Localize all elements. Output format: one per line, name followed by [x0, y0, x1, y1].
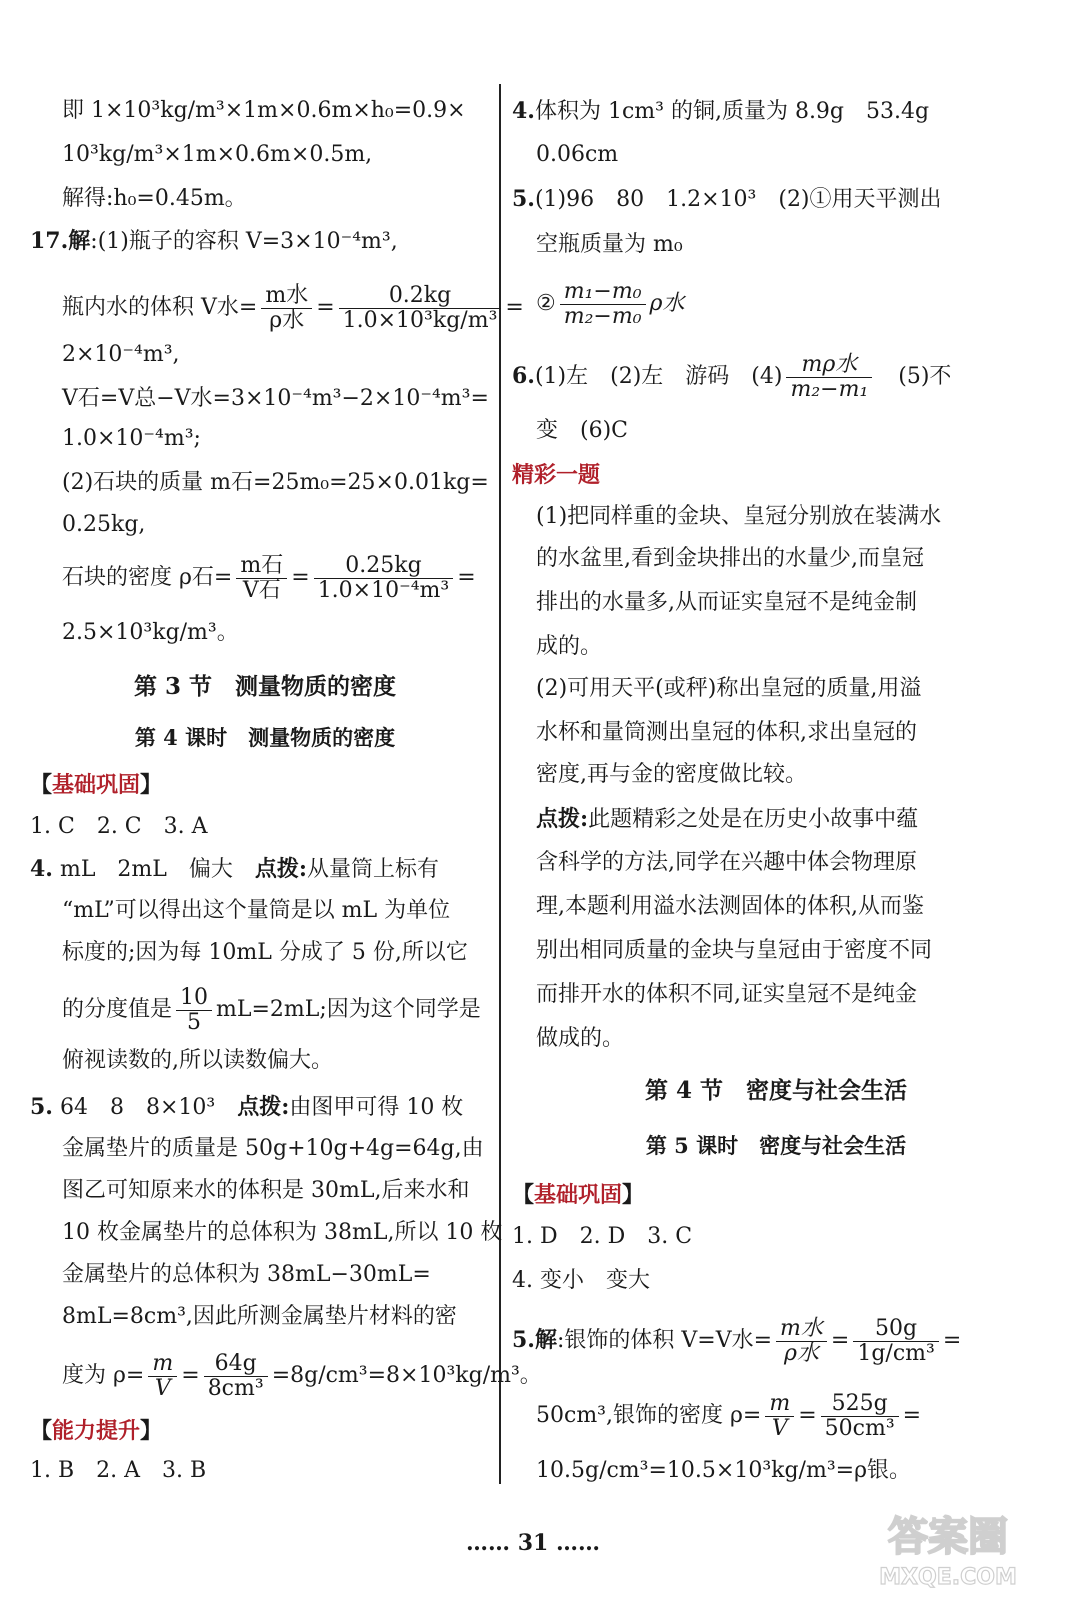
text: =	[798, 1403, 817, 1428]
equation-line	[62, 1350, 542, 1402]
denominator: m₂−m₀	[563, 303, 642, 329]
denominator: V	[771, 1415, 788, 1441]
text: 由图甲可得 10 枚	[289, 1095, 464, 1120]
equation-line: 瓶内水的体积 V水= $\frac{\text{m水}}{\text{ρ水}}$ = $\frac{0.2kg}{\text{1.0×10³kg/m³}}$ =	[62, 282, 524, 333]
text: :银饰的体积 V=V水=	[556, 1328, 773, 1353]
numerator: m水	[776, 1317, 827, 1342]
numerator: 50g	[853, 1317, 939, 1342]
text-line: 1.0×10⁻⁴m³;	[62, 426, 201, 451]
fraction	[204, 1352, 268, 1401]
answer-line: 1. B 2. A 3. B	[30, 1458, 207, 1483]
fraction	[765, 1392, 794, 1441]
category-label: 【基础巩固】	[512, 1182, 645, 1208]
text-line: 标度的;因为每 10mL 分成了 5 份,所以它	[62, 940, 468, 965]
numerator: 64g	[204, 1352, 268, 1377]
denominator: 50cm³	[824, 1415, 895, 1441]
text-line: 图乙可知原来水的体积是 30mL,后来水和	[62, 1178, 470, 1203]
numerator: mρ水	[786, 353, 872, 378]
page-number: …… 31 ……	[466, 1530, 600, 1556]
text: 从量筒上标有	[307, 857, 440, 882]
denominator: ρ水	[269, 307, 305, 333]
numerator: m₁−m₀	[560, 280, 646, 305]
category-text: 能力提升	[52, 1418, 141, 1444]
text-line: 0.25kg,	[62, 512, 146, 537]
category-text: 基础巩固	[52, 772, 141, 798]
question-5-line	[512, 184, 942, 215]
tip-label: 点拨:	[237, 1094, 290, 1120]
text: (1)左 (2)左 游码 (4)	[534, 364, 783, 389]
denominator: 8cm³	[207, 1375, 264, 1401]
question-5-line	[512, 1314, 961, 1367]
text-line: 解得:h₀=0.45m。	[62, 186, 247, 211]
fraction	[339, 284, 502, 333]
numerator: 10	[176, 986, 212, 1011]
text-line: 10³kg/m³×1m×0.6m×0.5m,	[62, 142, 373, 167]
numerator: 0.2kg	[339, 284, 502, 309]
text: =	[457, 565, 476, 590]
text: 50cm³,银饰的密度 ρ=	[536, 1403, 762, 1428]
text-line: 成的。	[536, 634, 603, 659]
category-label: 【基础巩固】	[30, 772, 163, 798]
text-line: 10.5g/cm³=10.5×10³kg/m³=ρ银。	[536, 1458, 912, 1483]
numerator: 0.25kg	[314, 554, 454, 579]
lesson-heading: 第 5 课时 密度与社会生活	[645, 1133, 907, 1158]
numerator: 525g	[821, 1392, 899, 1417]
text: mL=2mL;因为这个同学是	[216, 997, 481, 1022]
question-4-line	[512, 96, 929, 127]
denominator: 1.0×10⁻⁴m³	[317, 577, 450, 603]
text-line: 密度,再与金的密度做比较。	[536, 762, 807, 787]
lesson-heading: 第 4 课时 测量物质的密度	[134, 725, 396, 750]
text: ②	[536, 291, 556, 316]
numerator: m石	[236, 554, 287, 579]
category-label: 【能力提升】	[30, 1418, 163, 1444]
text-line: (2)石块的质量 m石=25m₀=25×0.01kg=	[62, 470, 489, 495]
text-line: 8mL=8cm³,因此所测金属垫片材料的密	[62, 1304, 457, 1329]
denominator: V	[154, 1375, 171, 1401]
text: =	[181, 1363, 200, 1388]
equation-line	[536, 278, 684, 330]
text: (5)不	[876, 364, 952, 389]
text: 64 8 8×10³	[52, 1095, 238, 1120]
text: ρ水	[649, 291, 685, 316]
question-number: 17.解	[30, 228, 91, 254]
fraction	[148, 1352, 177, 1401]
tip-label: 点拨:	[254, 856, 308, 882]
fraction	[821, 1392, 899, 1441]
fraction	[786, 353, 872, 402]
text-line: 俯视读数的,所以读数偏大。	[62, 1048, 333, 1073]
tip-line	[536, 804, 918, 835]
text-line: 2.5×10³kg/m³。	[62, 620, 239, 645]
watermark-text: 答案圈	[888, 1514, 1008, 1560]
text-line: (1)把同样重的金块、皇冠分别放在装满水	[536, 504, 942, 529]
text-line: 空瓶质量为 m₀	[536, 232, 683, 257]
watermark-url: MXQE.COM	[879, 1565, 1017, 1590]
text: :(1)瓶子的容积 V=3×10⁻⁴m³,	[90, 229, 398, 254]
text: =	[505, 295, 524, 320]
text-line: 水杯和量筒测出皇冠的体积,求出皇冠的	[536, 720, 917, 745]
text: 度为 ρ=	[62, 1363, 145, 1388]
question-number: 6.	[512, 363, 535, 389]
fraction	[853, 1317, 939, 1366]
question-number: 4.	[512, 98, 535, 124]
text-line: 排出的水量多,从而证实皇冠不是纯金制	[536, 590, 917, 615]
category-text: 基础巩固	[534, 1182, 623, 1208]
text-line: 做成的。	[536, 1026, 625, 1051]
fraction	[236, 554, 287, 603]
answer-line: 4. 变小 变大	[512, 1268, 650, 1293]
answer-line: 1. D 2. D 3. C	[512, 1224, 693, 1249]
section-heading: 第 4 节 密度与社会生活	[644, 1077, 908, 1104]
text-line: 10 枚金属垫片的总体积为 38mL,所以 10 枚	[62, 1220, 503, 1245]
fraction	[776, 1317, 827, 1366]
text-line: 别出相同质量的金块与皇冠由于密度不同	[536, 938, 933, 963]
text-line: 2×10⁻⁴m³,	[62, 342, 180, 367]
question-number: 5.解	[512, 1327, 557, 1353]
question-5-line	[30, 1092, 463, 1123]
answer-line: 1. C 2. C 3. A	[30, 814, 208, 839]
text-line: (2)可用天平(或秤)称出皇冠的质量,用溢	[536, 676, 922, 701]
text: =	[902, 1403, 922, 1428]
text: 石块的密度 ρ石=	[62, 565, 233, 590]
equation-line	[536, 1390, 921, 1442]
denominator: 1g/cm³	[857, 1340, 935, 1366]
text: 体积为 1cm³ 的铜,质量为 8.9g 53.4g	[534, 99, 930, 124]
text: =	[830, 1328, 850, 1353]
text-line: 而排开水的体积不同,证实皇冠不是纯金	[536, 982, 917, 1007]
fraction	[314, 554, 454, 603]
text-line: 金属垫片的总体积为 38mL−30mL=	[62, 1262, 431, 1287]
text-line: 的水盆里,看到金块排出的水量少,而皇冠	[536, 546, 924, 571]
question-number: 4.	[30, 856, 53, 882]
equation-line: 石块的密度 ρ石= $\frac{\text{m石}}{\text{V石}}$ = $\frac{0.25kg}{\text{1.0×10⁻⁴m³}}$ =	[62, 552, 476, 603]
text: 的分度值是	[62, 997, 173, 1022]
denominator: 5	[187, 1009, 202, 1035]
watermark-logo	[848, 1502, 1048, 1592]
highlight-title: 精彩一题	[512, 462, 601, 488]
fraction	[560, 280, 646, 329]
text: 瓶内水的体积 V水=	[62, 295, 258, 320]
text: 此题精彩之处是在历史小故事中蕴	[588, 807, 919, 832]
section-heading: 第 3 节 测量物质的密度	[133, 673, 397, 700]
denominator: ρ水	[784, 1340, 819, 1366]
question-4-line	[30, 854, 439, 885]
question-6-line	[512, 350, 951, 403]
text-line: V石=V总−V水=3×10⁻⁴m³−2×10⁻⁴m³=	[62, 386, 489, 411]
question-17-line	[30, 226, 398, 257]
text-line: 即 1×10³kg/m³×1m×0.6m×h₀=0.9×	[62, 98, 466, 123]
fraction	[261, 284, 312, 333]
denominator: m₂−m₁	[790, 376, 869, 402]
text-line: 金属垫片的质量是 50g+10g+4g=64g,由	[62, 1136, 484, 1161]
question-number: 5.	[512, 186, 535, 212]
numerator: m	[765, 1392, 794, 1417]
text-line: 理,本题利用溢水法测固体的体积,从而鉴	[536, 894, 924, 919]
equation-line	[62, 984, 481, 1036]
text-line: “mL”可以得出这个量筒是以 mL 为单位	[62, 898, 451, 923]
question-number: 5.	[30, 1094, 53, 1120]
numerator: m水	[261, 284, 312, 309]
text: =	[942, 1328, 962, 1353]
denominator: 1.0×10³kg/m³	[342, 307, 498, 333]
tip-label: 点拨:	[536, 806, 589, 832]
numerator: m	[148, 1352, 177, 1377]
text-line: 含科学的方法,同学在兴趣中体会物理原	[536, 850, 917, 875]
text-line: 0.06cm	[536, 142, 619, 167]
denominator: V石	[242, 577, 281, 603]
text: mL 2mL 偏大	[52, 857, 255, 882]
text: (1)96 80 1.2×10³ (2)①用天平测出	[534, 187, 942, 212]
fraction	[176, 986, 212, 1035]
text: =8g/cm³=8×10³kg/m³。	[271, 1363, 542, 1388]
text-line: 变 (6)C	[536, 418, 628, 443]
